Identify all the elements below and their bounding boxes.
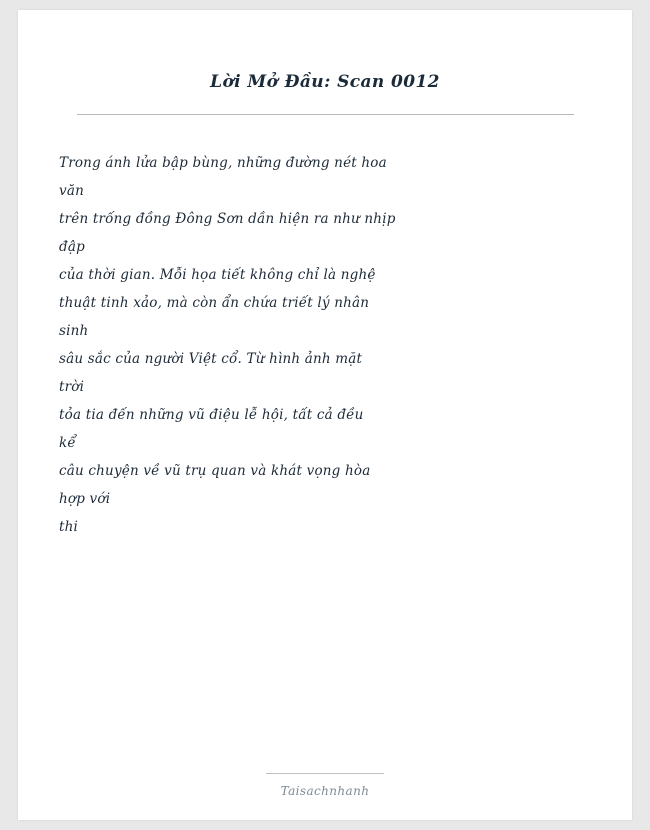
body-line: của thời gian. Mỗi họa tiết không chỉ là nghệ [59, 267, 376, 283]
footer-divider [266, 773, 384, 774]
body-line: hợp với [59, 491, 111, 507]
body-line: trời [59, 379, 85, 395]
page-title: Lời Mở Đầu: Scan 0012 [210, 72, 440, 92]
body-line: kể [59, 435, 76, 451]
footer-watermark: Taisachnhanh [280, 784, 370, 798]
body-line: tỏa tia đến những vũ điệu lễ hội, tất cả đều [59, 407, 364, 423]
document-page [18, 10, 632, 820]
body-line: đập [59, 239, 85, 255]
body-line: thi [59, 519, 79, 535]
body-line: sinh [59, 323, 89, 339]
body-line: sâu sắc của người Việt cổ. Từ hình ảnh mặt [59, 351, 363, 367]
body-line: câu chuyện về vũ trụ quan và khát vọng hòa [59, 463, 371, 479]
body-line: thuật tinh xảo, mà còn ẩn chứa triết lý nhân [59, 295, 370, 311]
body-line: văn [59, 183, 84, 199]
body-line: trên trống đồng Đông Sơn dần hiện ra như nhịp [59, 211, 396, 227]
document-body [18, 115, 579, 541]
body-line: Trong ánh lửa bập bùng, những đường nét hoa [59, 155, 387, 171]
page-footer [18, 773, 632, 798]
